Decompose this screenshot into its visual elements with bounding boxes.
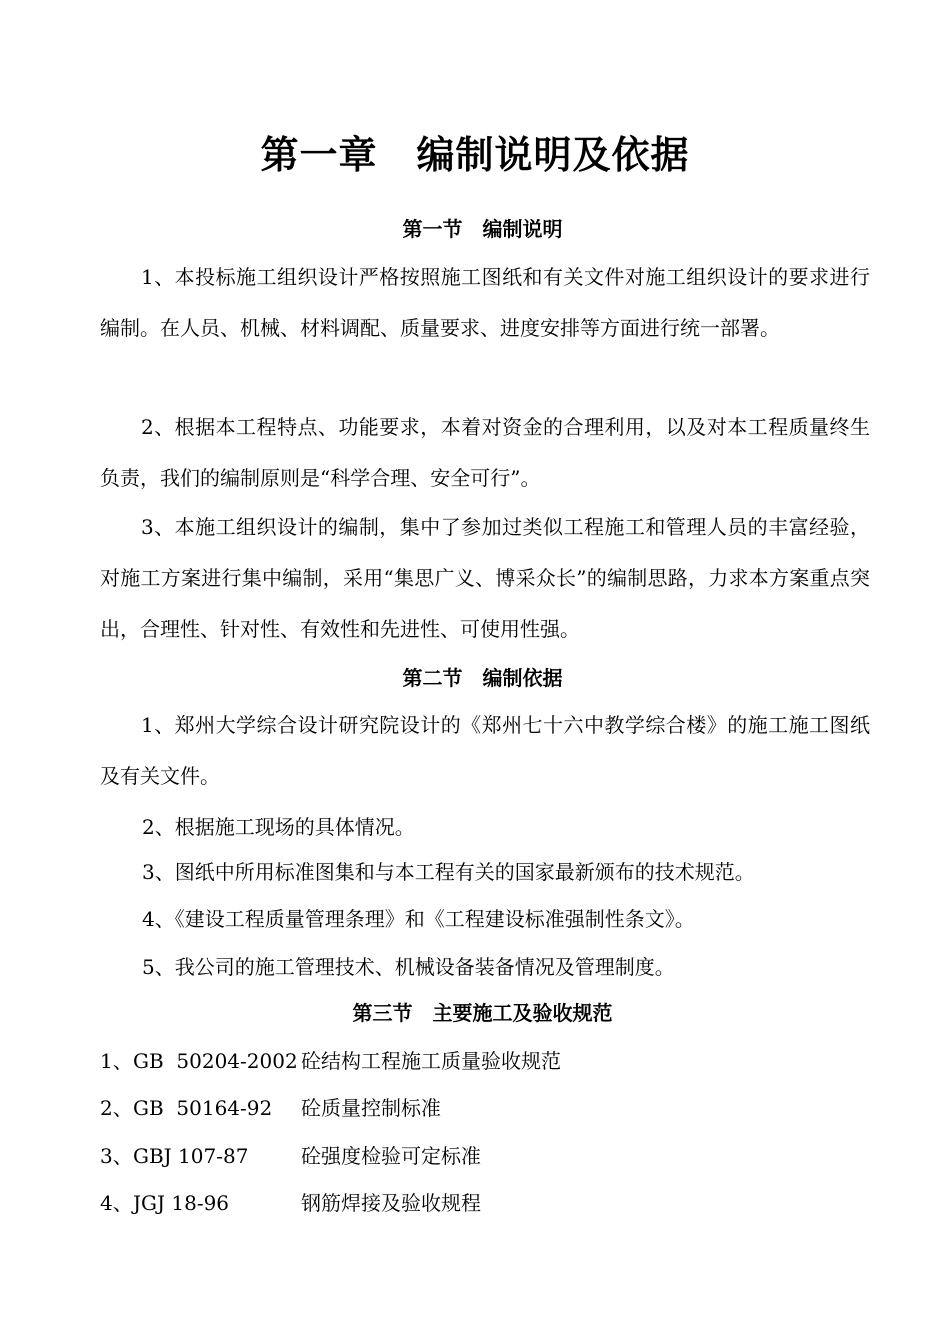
spec-number: 2、 <box>100 1096 133 1120</box>
paragraph: 1、本投标施工组织设计严格按照施工图纸和有关文件对施工组织设计的要求进行编制。在人员、机械、材料调配、质量要求、进度安排等方面进行统一部署。 <box>100 265 870 340</box>
spec-number: 1、 <box>100 1049 133 1073</box>
spec-name: 砼强度检验可定标准 <box>301 1144 481 1168</box>
spec-name: 钢筋焊接及验收规程 <box>301 1191 481 1215</box>
section-title-3: 第三节 主要施工及验收规范 <box>352 1001 613 1025</box>
section-title-1: 第一节 编制说明 <box>402 217 563 241</box>
spec-code: GB 50204-2002 <box>133 1049 298 1073</box>
chapter-title: 第一章 编制说明及依据 <box>260 133 690 177</box>
paragraph: 1、郑州大学综合设计研究院设计的《郑州七十六中教学综合楼》的施工施工图纸及有关文件。 <box>100 713 870 788</box>
section-title-2: 第二节 编制依据 <box>402 666 563 690</box>
paragraph: 3、本施工组织设计的编制，集中了参加过类似工程施工和管理人员的丰富经验，对施工方案进行集中编制，采用“集思广义、博采众长”的编制思路，力求本方案重点突出，合理性、针对性、有效性和先进性、可使用性强。 <box>100 515 870 641</box>
list-item: 5、我公司的施工管理技术、机械设备装备情况及管理制度。 <box>142 955 675 979</box>
spec-code: GBJ 107-87 <box>133 1144 249 1168</box>
spec-number: 4、 <box>100 1191 133 1215</box>
spec-code: JGJ 18-96 <box>133 1191 230 1215</box>
spec-name: 砼质量控制标准 <box>301 1096 441 1120</box>
spec-code: GB 50164-92 <box>133 1096 273 1120</box>
list-item: 4、《建设工程质量管理条理》和《工程建设标准强制性条文》。 <box>142 907 695 931</box>
paragraph: 2、根据本工程特点、功能要求，本着对资金的合理利用，以及对本工程质量终生负责，我们的编制原则是“科学合理、安全可行”。 <box>100 415 870 490</box>
spec-name: 砼结构工程施工质量验收规范 <box>301 1049 561 1073</box>
spec-number: 3、 <box>100 1144 133 1168</box>
list-item: 3、图纸中所用标准图集和与本工程有关的国家最新颁布的技术规范。 <box>142 860 755 884</box>
list-item: 2、根据施工现场的具体情况。 <box>142 815 415 839</box>
